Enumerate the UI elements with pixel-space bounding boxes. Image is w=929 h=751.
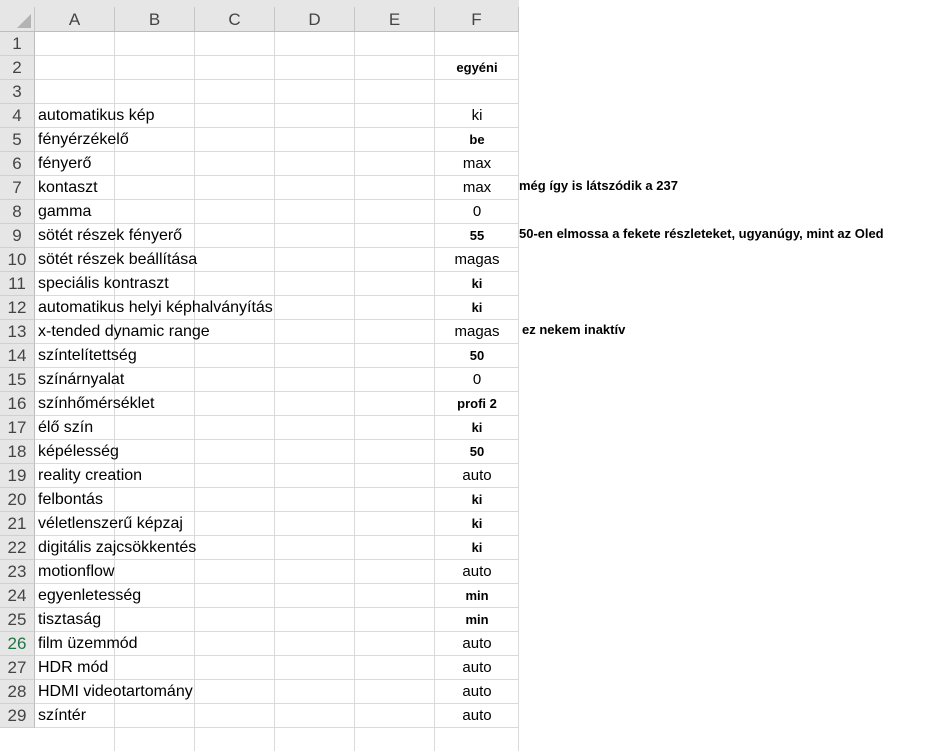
row-header[interactable]: 22: [0, 536, 35, 560]
cell-f-value[interactable]: profi 2: [457, 396, 497, 411]
row-header[interactable]: 14: [0, 344, 35, 368]
row-header[interactable]: 19: [0, 464, 35, 488]
cell-a-label[interactable]: sötét részek fényerő: [38, 227, 183, 244]
cell-a-label[interactable]: fényerő: [38, 155, 92, 172]
cell-f-value[interactable]: ki: [471, 276, 483, 291]
row-header[interactable]: 7: [0, 176, 35, 200]
row-header[interactable]: 15: [0, 368, 35, 392]
cell-g-note[interactable]: 50-en elmossa a fekete részleteket, ugyanúgy, mint az Oled: [519, 226, 884, 241]
cell-a-label[interactable]: automatikus kép: [38, 107, 155, 124]
cell-f-value[interactable]: egyéni: [456, 60, 498, 75]
row-header[interactable]: 21: [0, 512, 35, 536]
cell-f-value[interactable]: auto: [462, 563, 492, 580]
row-header[interactable]: 16: [0, 392, 35, 416]
row-header[interactable]: 9: [0, 224, 35, 248]
cell-f-value[interactable]: auto: [462, 707, 492, 724]
column-header-d[interactable]: D: [275, 7, 355, 32]
cell-a-label[interactable]: x-tended dynamic range: [38, 323, 210, 340]
cell-f-value[interactable]: auto: [462, 683, 492, 700]
cell-a-label[interactable]: motionflow: [38, 563, 115, 580]
cell-a-label[interactable]: színárnyalat: [38, 371, 125, 388]
cell-f-value[interactable]: auto: [462, 635, 492, 652]
row-header[interactable]: 11: [0, 272, 35, 296]
row-header[interactable]: 4: [0, 104, 35, 128]
cell-f-value[interactable]: auto: [462, 467, 492, 484]
cell-f-value[interactable]: 55: [469, 228, 485, 243]
select-all-icon: [17, 14, 31, 28]
column-header-b[interactable]: B: [115, 7, 195, 32]
row-header[interactable]: 29: [0, 704, 35, 728]
cell-a-label[interactable]: gamma: [38, 203, 92, 220]
cell-f-value[interactable]: 50: [469, 444, 485, 459]
cell-a-label[interactable]: automatikus helyi képhalványítás: [38, 299, 273, 316]
select-all-corner[interactable]: [0, 7, 35, 32]
row-header[interactable]: 18: [0, 440, 35, 464]
row-header[interactable]: 8: [0, 200, 35, 224]
cell-a-label[interactable]: színtelítettség: [38, 347, 137, 364]
cell-a-label[interactable]: sötét részek beállítása: [38, 251, 198, 268]
column-header-c[interactable]: C: [195, 7, 275, 32]
cell-f-value[interactable]: min: [465, 612, 489, 627]
cell-a-label[interactable]: HDR mód: [38, 659, 109, 676]
cell-f-value[interactable]: 50: [469, 348, 485, 363]
cell-f-value[interactable]: magas: [454, 251, 500, 268]
cell-f-value[interactable]: ki: [471, 516, 483, 531]
row-header[interactable]: 27: [0, 656, 35, 680]
cell-f-value[interactable]: auto: [462, 659, 492, 676]
row-header[interactable]: 23: [0, 560, 35, 584]
cell-a-label[interactable]: kontaszt: [38, 179, 98, 196]
cell-a-label[interactable]: tisztaság: [38, 611, 102, 628]
cell-f-value[interactable]: ki: [471, 420, 483, 435]
cell-a-label[interactable]: HDMI videotartomány: [38, 683, 193, 700]
row-header[interactable]: 25: [0, 608, 35, 632]
row-header[interactable]: 26: [0, 632, 35, 656]
cell-a-label[interactable]: speciális kontraszt: [38, 275, 169, 292]
row-header[interactable]: 28: [0, 680, 35, 704]
row-header[interactable]: 5: [0, 128, 35, 152]
column-header-a[interactable]: A: [35, 7, 115, 32]
cell-f-value[interactable]: ki: [471, 492, 483, 507]
row-header[interactable]: 2: [0, 56, 35, 80]
cell-f-value[interactable]: be: [469, 132, 485, 147]
cell-a-label[interactable]: színtér: [38, 707, 87, 724]
column-header-e[interactable]: E: [355, 7, 435, 32]
cell-g-note[interactable]: még így is látszódik a 237: [519, 178, 678, 193]
cell-f-value[interactable]: ki: [471, 107, 483, 124]
cell-f-value[interactable]: ki: [471, 300, 483, 315]
cell-a-label[interactable]: reality creation: [38, 467, 143, 484]
row-header[interactable]: 12: [0, 296, 35, 320]
ribbon-strip: [0, 0, 519, 7]
cell-a-label[interactable]: felbontás: [38, 491, 103, 508]
cell-f-value[interactable]: 0: [472, 203, 482, 220]
cell-a-label[interactable]: színhőmérséklet: [38, 395, 155, 412]
cell-a-label[interactable]: digitális zajcsökkentés: [38, 539, 197, 556]
cell-a-label[interactable]: képélesség: [38, 443, 119, 460]
cell-f-value[interactable]: min: [465, 588, 489, 603]
cell-a-label[interactable]: véletlenszerű képzaj: [38, 515, 183, 532]
cell-f-value[interactable]: max: [462, 155, 492, 172]
row-header[interactable]: 20: [0, 488, 35, 512]
cell-f-value[interactable]: ki: [471, 540, 483, 555]
row-header[interactable]: 24: [0, 584, 35, 608]
column-header-f[interactable]: F: [435, 7, 519, 32]
cell-g-note[interactable]: ez nekem inaktív: [522, 322, 626, 337]
cell-a-label[interactable]: fényérzékelő: [38, 131, 129, 148]
cell-a-label[interactable]: élő szín: [38, 419, 94, 436]
row-header[interactable]: 1: [0, 32, 35, 56]
cell-f-value[interactable]: max: [462, 179, 492, 196]
row-header[interactable]: 10: [0, 248, 35, 272]
cell-a-label[interactable]: film üzemmód: [38, 635, 138, 652]
row-header[interactable]: 3: [0, 80, 35, 104]
cell-a-label[interactable]: egyenletesség: [38, 587, 142, 604]
row-header[interactable]: 17: [0, 416, 35, 440]
row-header[interactable]: 6: [0, 152, 35, 176]
cell-f-value[interactable]: 0: [472, 371, 482, 388]
cell-f-value[interactable]: magas: [454, 323, 500, 340]
row-header[interactable]: 13: [0, 320, 35, 344]
